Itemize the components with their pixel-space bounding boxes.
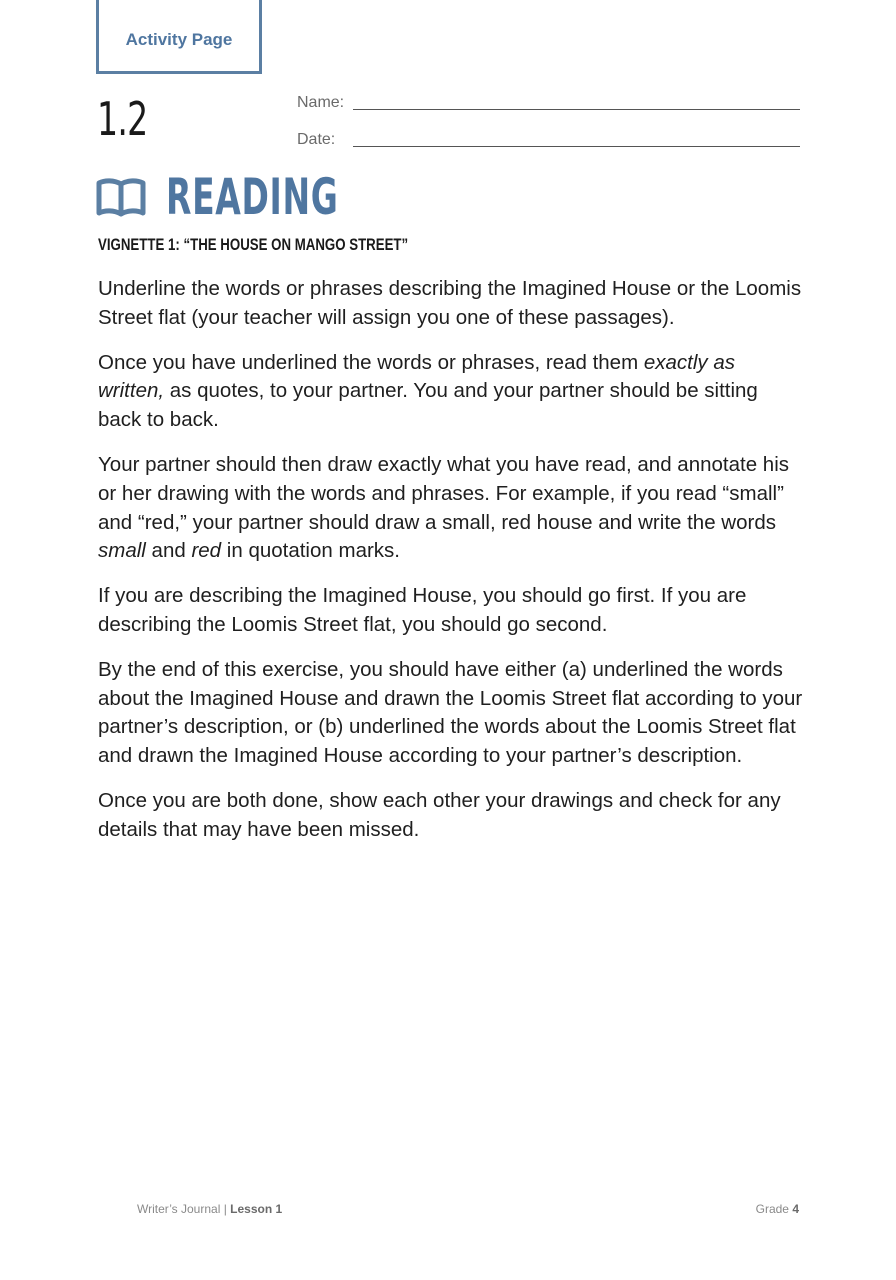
footer-journal: Writer’s Journal | Lesson 1 (137, 1202, 283, 1216)
activity-page-tab (96, 0, 262, 74)
name-label: Name: (297, 94, 345, 111)
name-line[interactable] (353, 109, 800, 110)
paragraph-6: Once you are both done, show each other your drawings and check for any details that may have been missed. (98, 788, 781, 841)
paragraph-2: Once you have underlined the words or phrases, read them exactly as written, as quotes, to your partner. You and your partner should be sitting back to back. (98, 350, 758, 432)
section-header (96, 168, 427, 226)
footer-grade: Grade 4 (755, 1202, 799, 1216)
date-line[interactable] (353, 146, 800, 147)
activity-page-label: Activity Page (125, 29, 233, 49)
vignette-subtitle: VIGNETTE 1: “THE HOUSE ON MANGO STREET” (98, 235, 409, 254)
paragraph-4: If you are describing the Imagined House, you should go first. If you are describing the Loomis Street flat, you should go second. (98, 584, 747, 636)
date-label: Date: (297, 131, 336, 148)
paragraph-5: By the end of this exercise, you should have either (a) underlined the words about the Imagined House and drawn the Loomis Street flat according to your partner’s description, or (b) underlined the words about the Loomis Street flat and drawn the Imagined House according to your partner’s description. (98, 657, 803, 768)
section-title: READING (166, 168, 339, 226)
name-field[interactable] (297, 88, 800, 112)
paragraph-3: Your partner should then draw exactly what you have read, and annotate his or her drawing with the words and phrases. For example, if you read “small” and “red,” your partner should draw a small, red house and write the words small and red in quotation marks. (98, 452, 790, 563)
paragraph-1: Underline the words or phrases describing the Imagined House or the Loomis Street flat (your teacher will assign you one of these passages). (98, 277, 802, 329)
open-book-icon (96, 175, 146, 219)
activity-number: 1.2 (97, 92, 148, 146)
instructions (98, 275, 806, 861)
date-field[interactable] (297, 125, 800, 149)
